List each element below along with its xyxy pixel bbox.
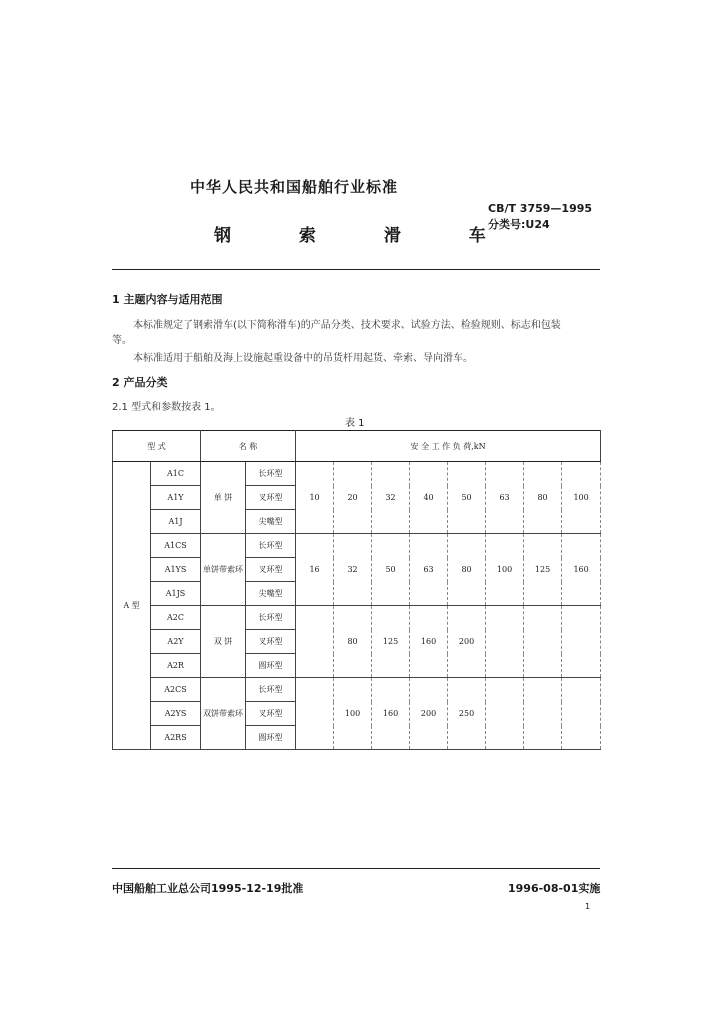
load-value-cell: 32 bbox=[334, 534, 372, 606]
group-name-cell: 双饼带索环 bbox=[201, 678, 246, 750]
header-type: 型 式 bbox=[113, 431, 201, 462]
table-row bbox=[113, 462, 601, 486]
group-name-cell: 单饼带索环 bbox=[201, 534, 246, 606]
type-code-cell: A1JS bbox=[151, 582, 201, 606]
section-1-paragraph-1: 本标准规定了钢索滑车(以下简称滑车)的产品分类、技术要求、试验方法、检验规则、标志和包装 bbox=[133, 320, 561, 331]
table-row bbox=[113, 678, 601, 702]
type-code-cell: A1YS bbox=[151, 558, 201, 582]
load-value-cell: 160 bbox=[562, 534, 601, 606]
load-value-cell bbox=[562, 606, 601, 678]
type-code-cell: A1CS bbox=[151, 534, 201, 558]
load-value-cell: 100 bbox=[486, 534, 524, 606]
variant-cell: 圆环型 bbox=[246, 726, 296, 750]
classification-number: 分类号:U24 bbox=[488, 218, 550, 231]
load-value-cell: 10 bbox=[296, 462, 334, 534]
load-value-cell bbox=[524, 606, 562, 678]
table-row bbox=[113, 534, 601, 558]
load-value-cell: 40 bbox=[410, 462, 448, 534]
type-code-cell: A2C bbox=[151, 606, 201, 630]
section-2-heading: 2 产品分类 bbox=[112, 376, 168, 389]
load-value-cell: 16 bbox=[296, 534, 334, 606]
variant-cell: 叉环型 bbox=[246, 702, 296, 726]
load-value-cell: 125 bbox=[524, 534, 562, 606]
document-title: 钢 索 滑 车 bbox=[214, 226, 517, 246]
approval-date: 中国船舶工业总公司1995-12-19批准 bbox=[112, 882, 304, 895]
load-value-cell: 100 bbox=[334, 678, 372, 750]
section-1-heading: 1 主题内容与适用范围 bbox=[112, 293, 223, 306]
load-value-cell: 160 bbox=[410, 606, 448, 678]
parameters-table bbox=[112, 430, 601, 750]
variant-cell: 长环型 bbox=[246, 462, 296, 486]
section-1-paragraph-2: 本标准适用于船舶及海上设施起重设备中的吊货杆用起货、牵索、导向滑车。 bbox=[133, 353, 473, 364]
table-caption: 表 1 bbox=[345, 418, 365, 429]
type-code-cell: A2CS bbox=[151, 678, 201, 702]
table-header-row bbox=[113, 431, 601, 462]
load-value-cell bbox=[486, 678, 524, 750]
variant-cell: 叉环型 bbox=[246, 486, 296, 510]
group-name-cell: 双 饼 bbox=[201, 606, 246, 678]
load-value-cell: 50 bbox=[372, 534, 410, 606]
load-value-cell: 160 bbox=[372, 678, 410, 750]
variant-cell: 尖嘴型 bbox=[246, 582, 296, 606]
load-value-cell: 80 bbox=[448, 534, 486, 606]
load-value-cell: 200 bbox=[448, 606, 486, 678]
load-value-cell: 125 bbox=[372, 606, 410, 678]
load-value-cell: 20 bbox=[334, 462, 372, 534]
type-code-cell: A1C bbox=[151, 462, 201, 486]
load-value-cell: 100 bbox=[562, 462, 601, 534]
header-load: 安 全 工 作 负 荷,kN bbox=[296, 431, 601, 462]
load-value-cell: 250 bbox=[448, 678, 486, 750]
table-row bbox=[113, 606, 601, 630]
load-value-cell: 63 bbox=[486, 462, 524, 534]
type-code-cell: A1J bbox=[151, 510, 201, 534]
title-divider bbox=[112, 269, 600, 270]
section-2-1-text: 2.1 型式和参数按表 1。 bbox=[112, 402, 221, 413]
header-name: 名 称 bbox=[201, 431, 296, 462]
footer-divider bbox=[112, 868, 600, 869]
type-code-cell: A2RS bbox=[151, 726, 201, 750]
load-value-cell bbox=[486, 606, 524, 678]
load-value-cell: 80 bbox=[524, 462, 562, 534]
section-1-paragraph-1-cont: 等。 bbox=[112, 335, 132, 346]
standard-code: CB/T 3759—1995 bbox=[488, 202, 593, 215]
variant-cell: 长环型 bbox=[246, 606, 296, 630]
load-value-cell: 63 bbox=[410, 534, 448, 606]
type-code-cell: A2YS bbox=[151, 702, 201, 726]
type-code-cell: A2Y bbox=[151, 630, 201, 654]
load-value-cell: 32 bbox=[372, 462, 410, 534]
variant-cell: 叉环型 bbox=[246, 558, 296, 582]
variant-cell: 尖嘴型 bbox=[246, 510, 296, 534]
industry-standard-heading: 中华人民共和国船舶行业标准 bbox=[190, 178, 399, 196]
load-value-cell: 200 bbox=[410, 678, 448, 750]
page-number: 1 bbox=[585, 902, 591, 911]
group-name-cell: 单 饼 bbox=[201, 462, 246, 534]
load-value-cell bbox=[296, 606, 334, 678]
load-value-cell bbox=[296, 678, 334, 750]
implementation-date: 1996-08-01实施 bbox=[508, 882, 601, 895]
load-value-cell: 80 bbox=[334, 606, 372, 678]
variant-cell: 长环型 bbox=[246, 678, 296, 702]
main-type-cell: A 型 bbox=[113, 462, 151, 750]
variant-cell: 圆环型 bbox=[246, 654, 296, 678]
type-code-cell: A2R bbox=[151, 654, 201, 678]
variant-cell: 长环型 bbox=[246, 534, 296, 558]
type-code-cell: A1Y bbox=[151, 486, 201, 510]
load-value-cell: 50 bbox=[448, 462, 486, 534]
load-value-cell bbox=[562, 678, 601, 750]
load-value-cell bbox=[524, 678, 562, 750]
variant-cell: 叉环型 bbox=[246, 630, 296, 654]
